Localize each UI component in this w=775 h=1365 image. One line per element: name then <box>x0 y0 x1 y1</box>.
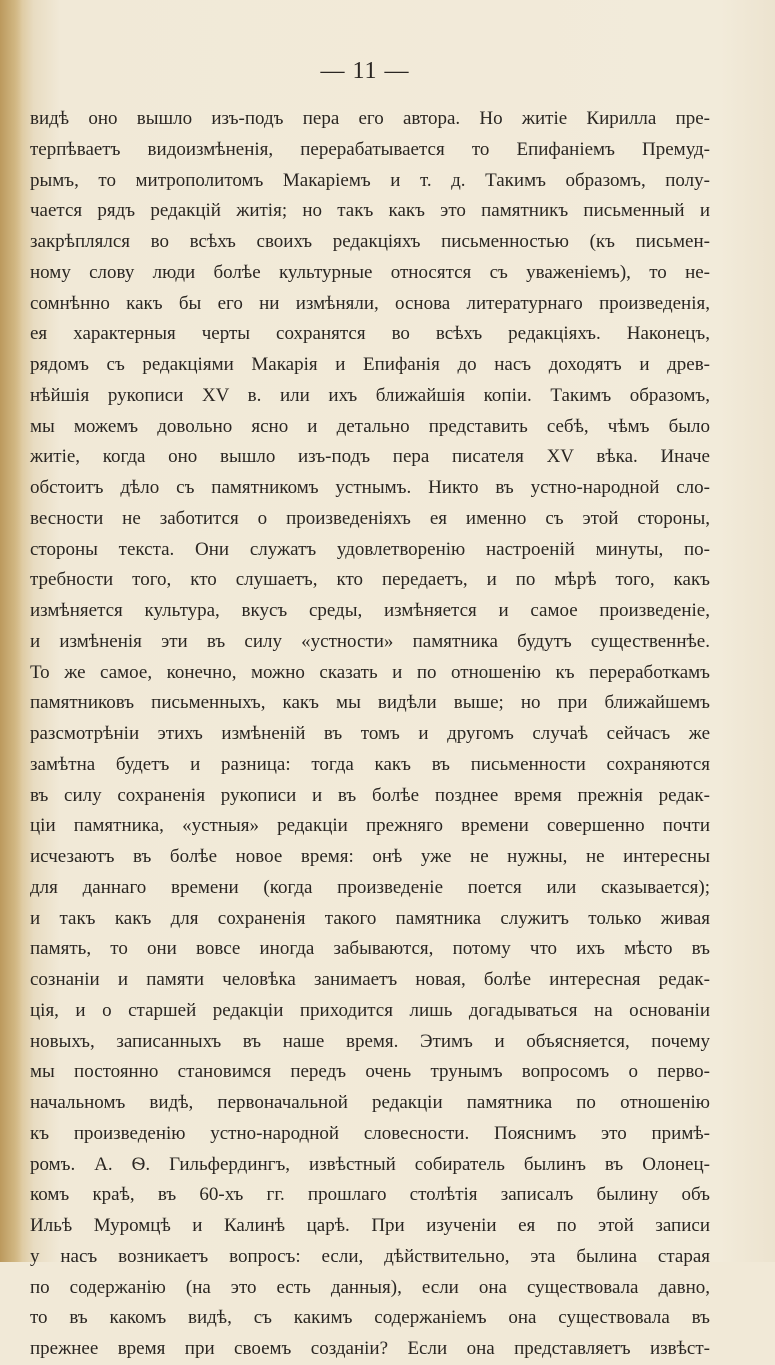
text-line: и такъ какъ для сохраненія такого памятника служитъ только живая <box>30 907 710 929</box>
text-line: къ произведенію устно-народной словесности. Пояснимъ это примѣ- <box>30 1122 710 1144</box>
text-line: нѣйшія рукописи XV в. или ихъ ближайшія копіи. Такимъ образомъ, <box>30 384 710 406</box>
body-text <box>30 104 710 1365</box>
text-line: прежнее время при своемъ созданіи? Если она представляетъ извѣст- <box>30 1338 710 1359</box>
book-spine-shadow <box>0 0 22 1262</box>
text-line: закрѣплялся во всѣхъ своихъ редакціяхъ письменностью (къ письмен- <box>30 231 710 252</box>
text-line: мы можемъ довольно ясно и детально представить себѣ, чѣмъ было <box>30 415 710 437</box>
text-line: то въ какомъ видѣ, съ какимъ содержаніемъ она существовала въ <box>30 1307 710 1329</box>
text-line: ція, и о старшей редакціи приходится лишь догадываться на основаніи <box>30 999 710 1021</box>
text-line: житіе, когда оно вышло изъ-подъ пера писателя XV вѣка. Иначе <box>30 446 710 468</box>
text-line: весности не заботится о произведеніяхъ ея именно съ этой стороны, <box>30 507 710 529</box>
text-line: ціи памятника, «устныя» редакціи прежняго времени совершенно почти <box>30 815 710 837</box>
text-line: То же самое, конечно, можно сказать и по отношенію къ переработкамъ <box>30 661 710 683</box>
text-line: рядомъ съ редакціями Макарія и Епифанія до насъ доходятъ и древ- <box>30 354 710 375</box>
text-line: видѣ оно вышло изъ-подъ пера его автора. Но житіе Кирилла пре- <box>30 108 710 129</box>
text-line: начальномъ видѣ, первоначальной редакціи памятника по отношенію <box>30 1092 710 1113</box>
text-line: ея характерныя черты сохранятся во всѣхъ редакціяхъ. Наконецъ, <box>30 323 710 345</box>
text-line: терпѣваетъ видоизмѣненія, перерабатывается то Епифаніемъ Премуд- <box>30 138 710 160</box>
text-line: требности того, кто слушаетъ, кто передаетъ, и по мѣрѣ того, какъ <box>30 569 710 591</box>
text-line: исчезаютъ въ болѣе новое время: онѣ уже не нужны, не интересны <box>30 846 710 867</box>
text-line: замѣтна будетъ и разница: тогда какъ въ письменности сохраняются <box>30 753 710 775</box>
text-line: новыхъ, записанныхъ въ наше время. Этимъ и объясняется, почему <box>30 1030 710 1052</box>
text-line: въ силу сохраненія рукописи и въ болѣе позднее время прежнія редак- <box>30 784 710 806</box>
text-line: у насъ возникаетъ вопросъ: если, дѣйствительно, эта былина старая <box>30 1245 710 1267</box>
text-line: измѣняется культура, вкусъ среды, измѣняется и самое произведеніе, <box>30 600 710 621</box>
text-line: и измѣненія эти въ силу «устности» памятника будутъ существеннѣе. <box>30 630 710 652</box>
text-line: ромъ. А. Ѳ. Гильфердингъ, извѣстный собиратель былинъ въ Олонец- <box>30 1153 710 1175</box>
text-line: память, то они вовсе иногда забываются, потому что ихъ мѣсто въ <box>30 938 710 960</box>
text-line: ному слову люди болѣе культурные относятся съ уваженіемъ), то не- <box>30 261 710 283</box>
text-line: по содержанію (на это есть данныя), если она существовала давно, <box>30 1276 710 1298</box>
text-line: памятниковъ письменныхъ, какъ мы видѣли выше; но при ближайшемъ <box>30 692 710 714</box>
text-line: Ильѣ Муромцѣ и Калинѣ царѣ. При изученіи ея по этой записи <box>30 1215 710 1236</box>
text-line: стороны текста. Они служатъ удовлетворенію настроеній минуты, по- <box>30 538 710 560</box>
text-line: для даннаго времени (когда произведеніе поется или сказывается); <box>30 876 710 898</box>
page-number: — 11 — <box>320 58 410 84</box>
text-line: чается рядъ редакцій житія; но такъ какъ это памятникъ письменный и <box>30 200 710 222</box>
text-line: обстоитъ дѣло съ памятникомъ устнымъ. Никто въ устно-народной сло- <box>30 477 710 498</box>
text-line: мы постоянно становимся передъ очень трунымъ вопросомъ о перво- <box>30 1061 710 1083</box>
text-line: комъ краѣ, въ 60-хъ гг. прошлаго столѣтія записалъ былину объ <box>30 1184 710 1206</box>
text-line: рымъ, то митрополитомъ Макаріемъ и т. д. Такимъ образомъ, полу- <box>30 169 710 191</box>
text-line: сомнѣнно какъ бы его ни измѣняли, основа литературнаго произведенія, <box>30 292 710 314</box>
text-line: разсмотрѣніи этихъ измѣненій въ томъ и другомъ случаѣ сейчасъ же <box>30 723 710 744</box>
text-line: сознаніи и памяти человѣка занимаетъ новая, болѣе интересная редак- <box>30 969 710 990</box>
